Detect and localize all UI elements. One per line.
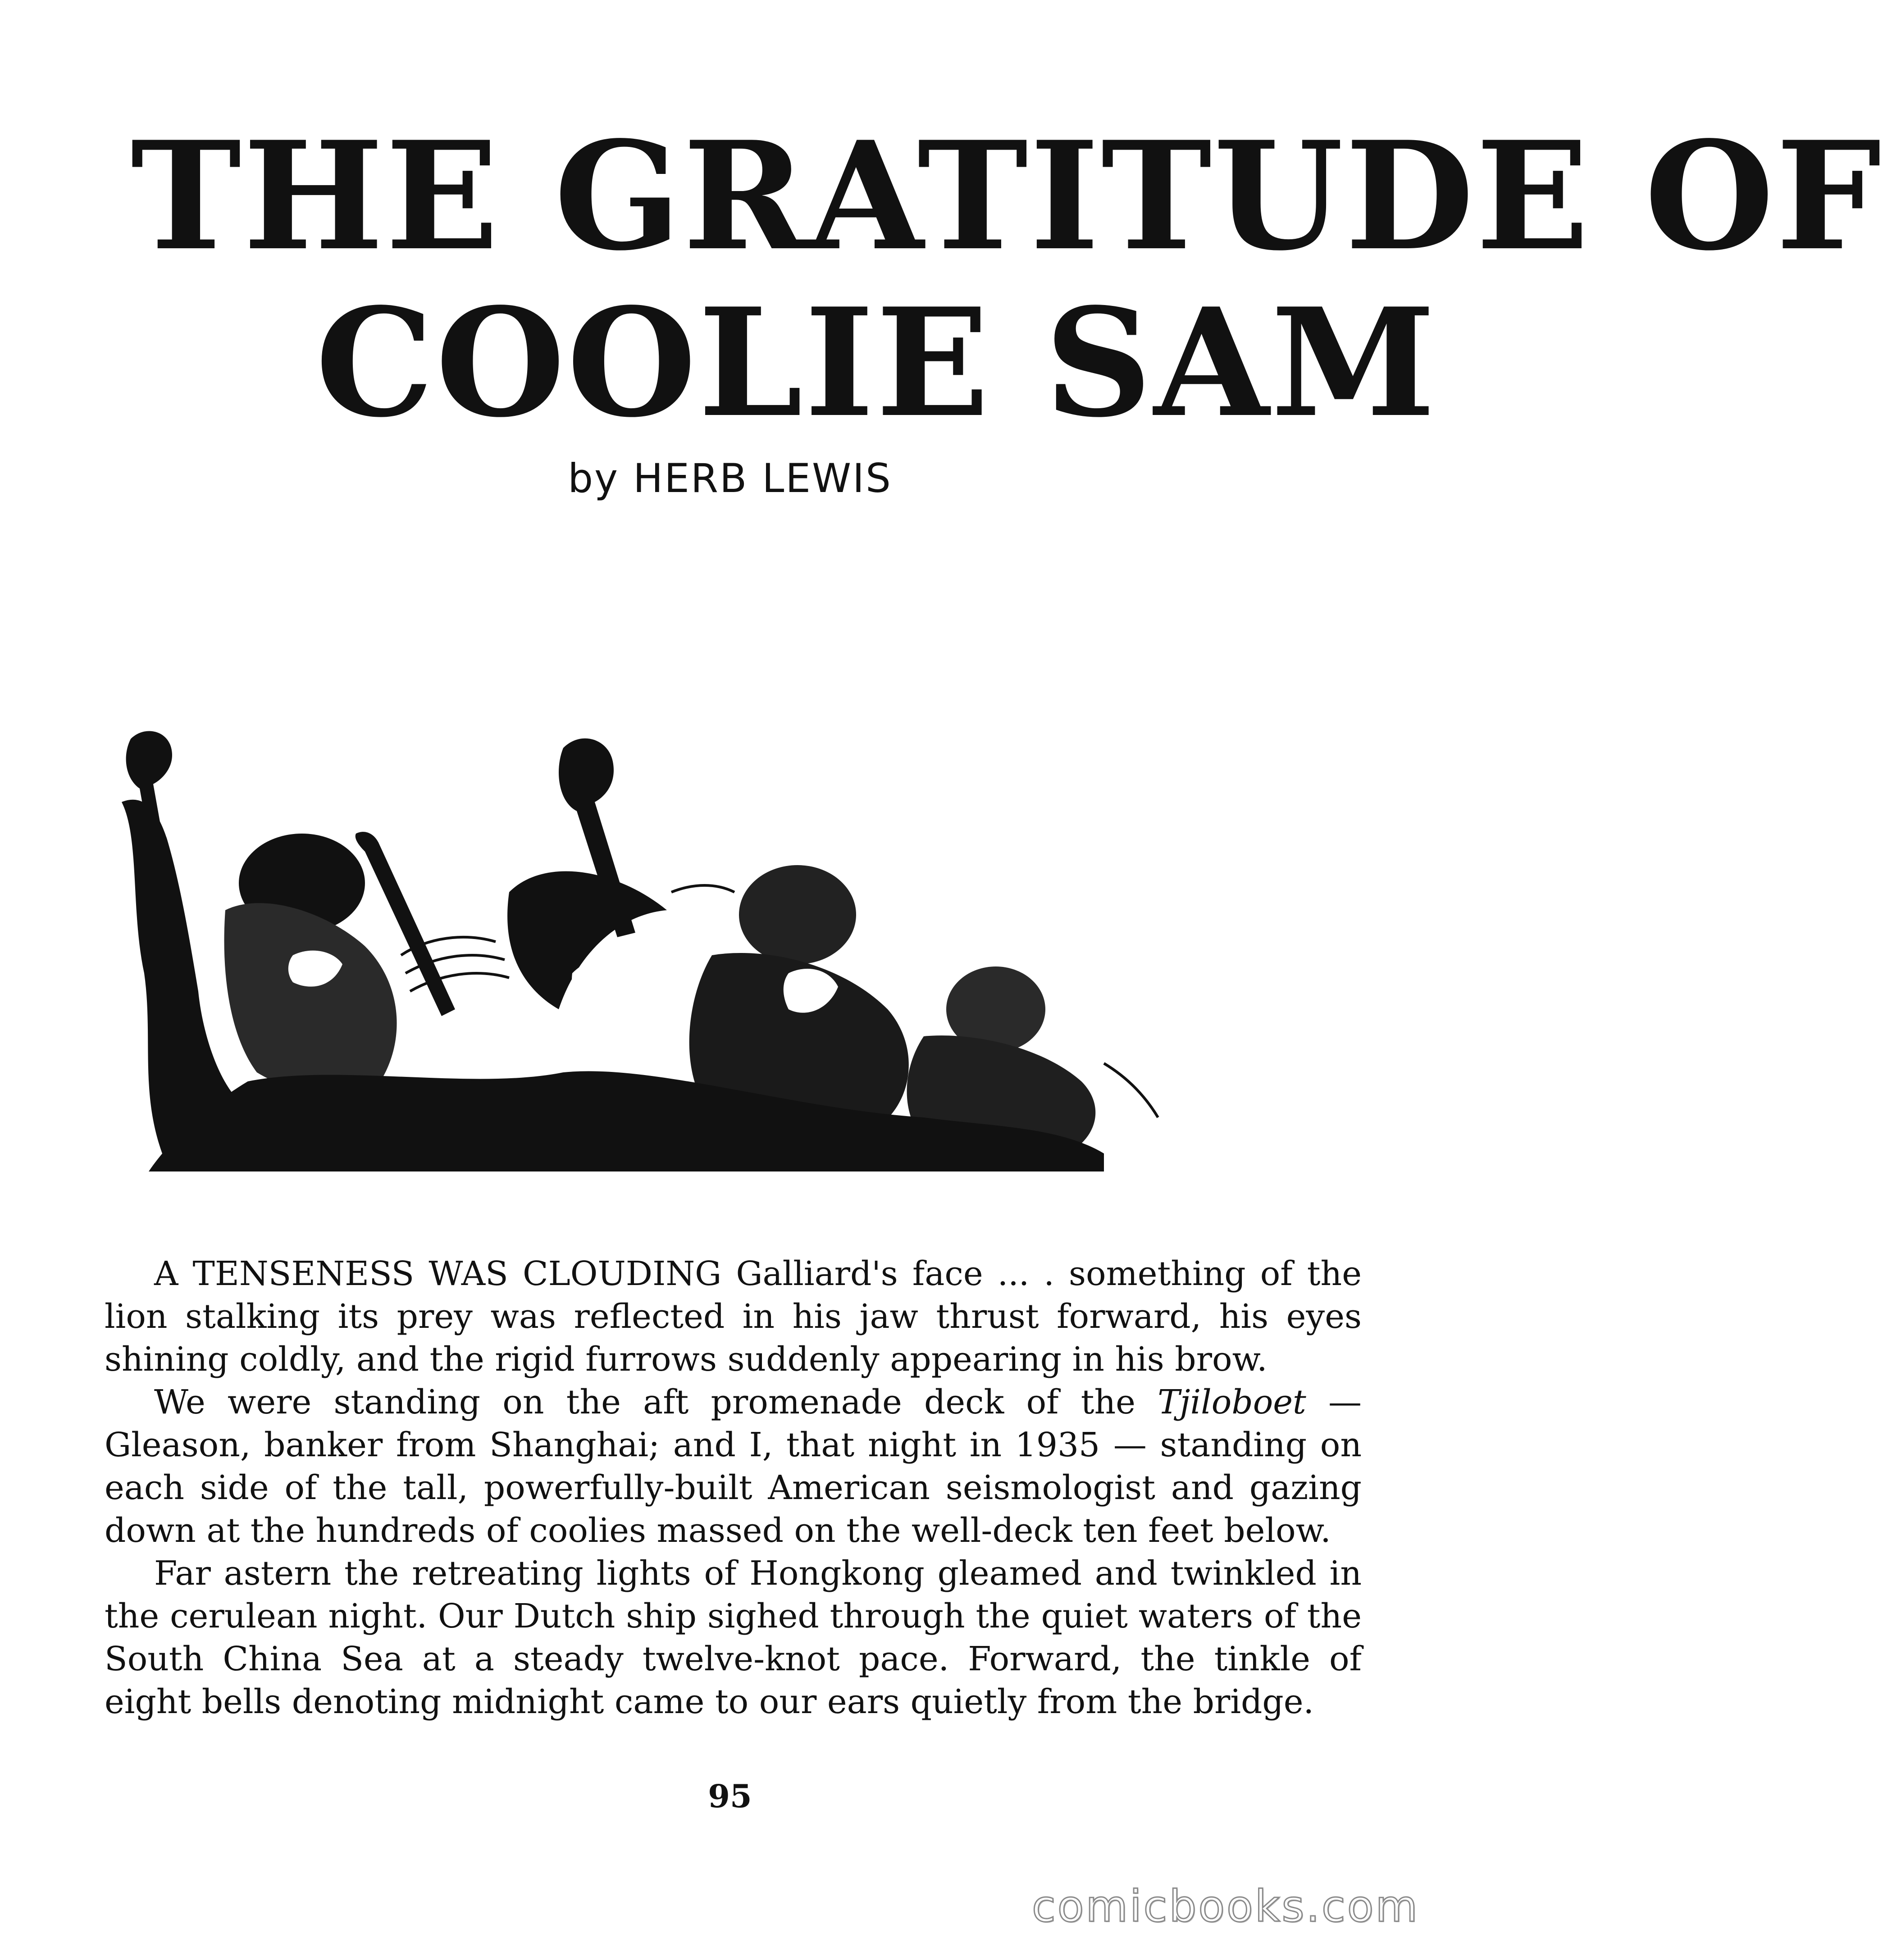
story-body bbox=[105, 1253, 1362, 1723]
paragraph-3: Far astern the retreating lights of Hongkong gleamed and twinkled in the cerulean night. Our Dutch ship sighed through the quiet waters of the South China Sea at a steady twelve-knot pace. Forward, the tinkle of eight bells denoting midnight came to our ears quietly from the bridge. bbox=[105, 1554, 1362, 1721]
crowd-of-coolies-illustration-icon bbox=[113, 721, 1172, 1171]
title-line-1: THE GRATITUDE OF bbox=[131, 109, 1883, 283]
page-number: 95 bbox=[708, 1778, 752, 1815]
ship-name: Tjiloboet bbox=[1158, 1383, 1306, 1422]
paragraph-2 bbox=[105, 1381, 1362, 1552]
byline: by HERB LEWIS bbox=[568, 455, 892, 501]
title-line-2: COOLIE SAM bbox=[315, 275, 1438, 450]
story-title bbox=[131, 109, 1883, 450]
paragraph-2-start: We were standing on the aft promenade deck of the bbox=[154, 1383, 1158, 1422]
paragraph-1: A TENSENESS WAS CLOUDING Galliard's face ... . something of the lion stalking its prey was reflected in his jaw thrust forward, his eyes shining coldly, and the rigid furrows suddenly appearing in his brow. bbox=[105, 1254, 1362, 1379]
paragraph-2-end: — Gleason, banker from Shanghai; and I, that night in 1935 — standing on each side of the tall, powerfully-built American seismologist and gazing down at the hundreds of coolies massed on the well-deck ten feet below. bbox=[105, 1383, 1362, 1550]
watermark: comicbooks.com bbox=[1031, 1881, 1419, 1932]
